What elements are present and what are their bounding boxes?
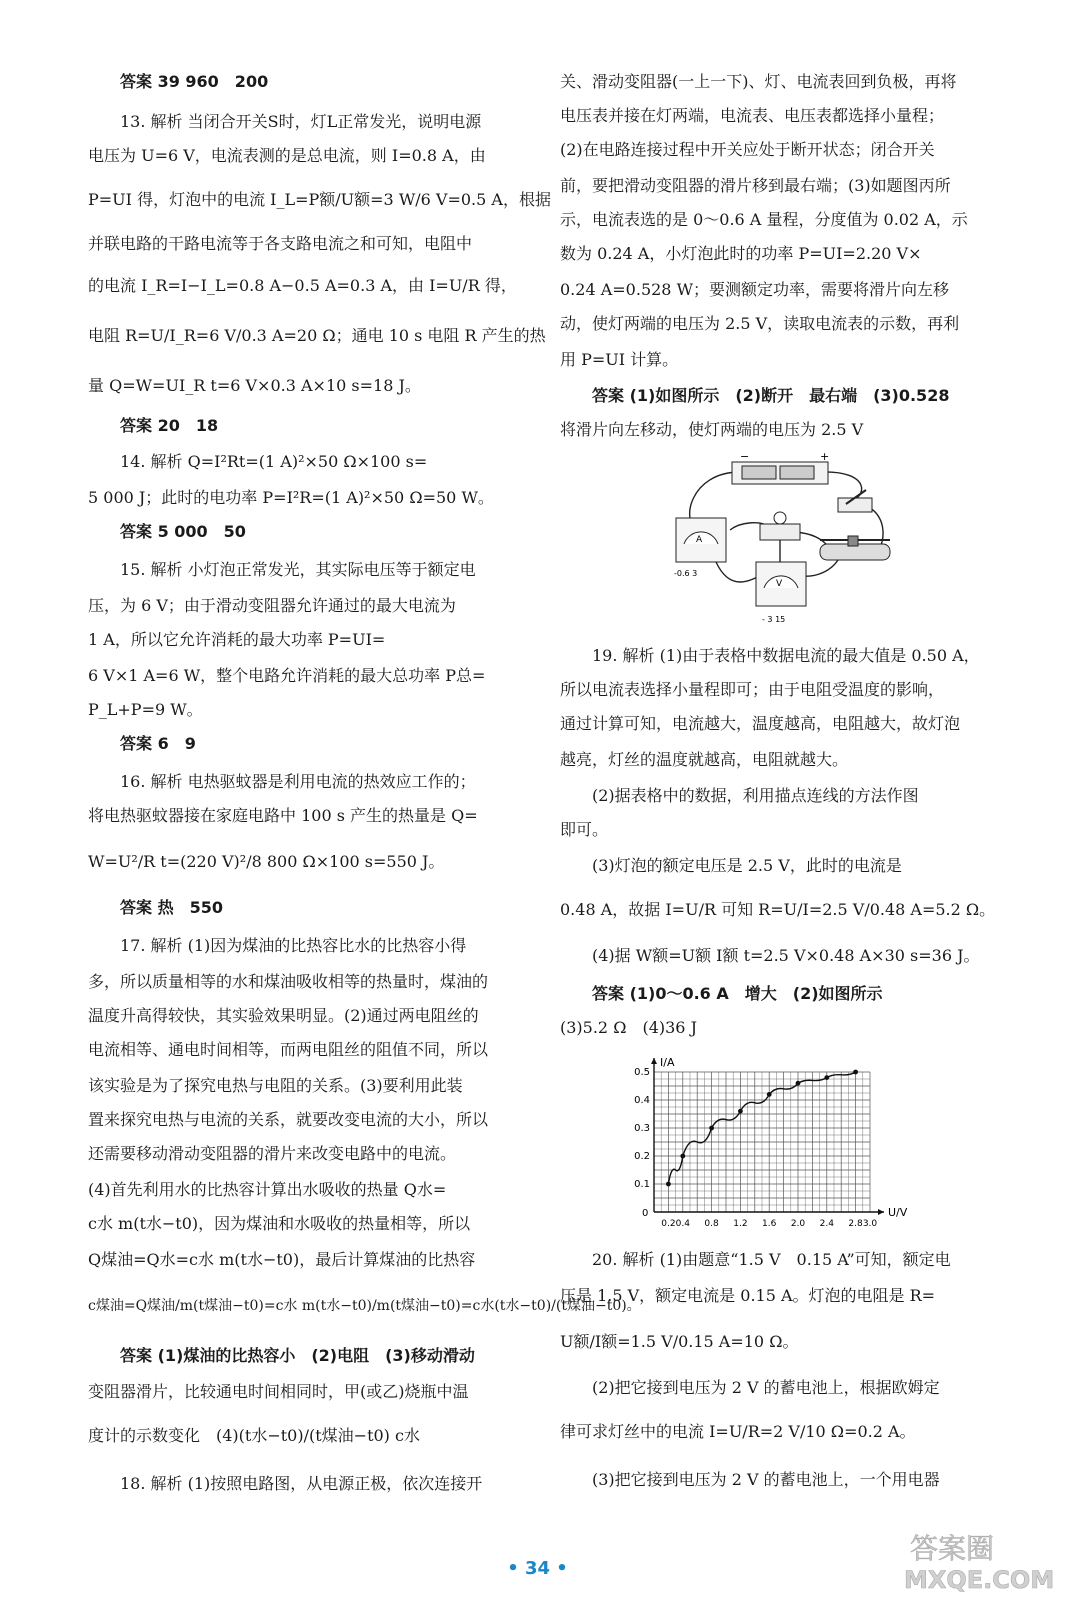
analysis-17-line: Q煤油=Q水=c水 m(t水−t0)，最后计算煤油的比热容 — [88, 1250, 476, 1269]
analysis-18-line: 动，使灯两端的电压为 2.5 V，读取电流表的示数，再利 — [560, 314, 960, 333]
analysis-20-line: 压是 1.5 V，额定电流是 0.15 A。灯泡的电阻是 R= — [560, 1286, 936, 1305]
analysis-13-line: 电阻 R=U/I_R=6 V/0.3 A=20 Ω；通电 10 s 电阻 R 产生的热 — [88, 326, 546, 345]
analysis-18-line: 关、滑动变阻器(一上一下)、灯、电流表回到负极，再将 — [560, 72, 957, 91]
x-tick-label: 3.0 — [862, 1219, 878, 1229]
analysis-17-line: 17. 解析 (1)因为煤油的比热容比水的比热容小得 — [120, 936, 467, 955]
analysis-17-line: 温度升高得较快，其实验效果明显。(2)通过两电阻丝的 — [88, 1006, 479, 1025]
analysis-17-line: c水 m(t水−t0)，因为煤油和水吸收的热量相等，所以 — [88, 1214, 471, 1233]
analysis-18-line: 0.24 A=0.528 W；要测额定功率，需要将滑片向左移 — [560, 280, 950, 299]
y-tick-label: 0.4 — [634, 1095, 650, 1106]
analysis-18-line: 18. 解析 (1)按照电路图，从电源正极，依次连接开 — [120, 1474, 483, 1493]
x-tick-label: 0.4 — [675, 1219, 690, 1229]
analysis-19-line: (3)灯泡的额定电压是 2.5 V，此时的电流是 — [592, 856, 902, 875]
x-tick-label: 2.8 — [848, 1219, 863, 1229]
analysis-18-line: 前，要把滑动变阻器的滑片移到最右端；(3)如题图丙所 — [560, 176, 951, 195]
analysis-17-line: 电流相等、通电时间相等，而两电阻丝的阻值不同，所以 — [88, 1040, 489, 1059]
battery-minus-label: − — [740, 450, 750, 463]
ammeter-letter: A — [696, 535, 703, 545]
analysis-14-line: 14. 解析 Q=I²Rt=(1 A)²×50 Ω×100 s= — [120, 452, 428, 471]
analysis-13-line: 的电流 I_R=I−I_L=0.8 A−0.5 A=0.3 A，由 I=U/R 得， — [88, 276, 517, 295]
voltmeter-range-label: - 3 15 — [762, 615, 786, 624]
analysis-19-line: 0.48 A，故据 I=U/R 可知 R=U/I=2.5 V/0.48 A=5.2 Ω。 — [560, 900, 996, 919]
y-tick-label: 0.5 — [634, 1067, 650, 1078]
analysis-15-line: 1 A，所以它允许消耗的最大功率 P=UI= — [88, 630, 386, 649]
data-point — [709, 1126, 714, 1131]
analysis-13-line: 量 Q=W=UI_R t=6 V×0.3 A×10 s=18 J。 — [88, 376, 421, 395]
analysis-17-line: (4)首先利用水的比热容计算出水吸收的热量 Q水= — [88, 1180, 447, 1199]
page-number: • 34 • — [507, 1558, 568, 1579]
analysis-13-line: 并联电路的干路电流等于各支路电流之和可知，电阻中 — [88, 234, 473, 253]
data-point — [666, 1182, 671, 1187]
analysis-16-line: 将电热驱蚊器接在家庭电路中 100 s 产生的热量是 Q= — [88, 806, 478, 825]
answer-16: 答案 热 550 — [120, 898, 223, 917]
analysis-15-line: 15. 解析 小灯泡正常发光，其实际电压等于额定电 — [120, 560, 476, 579]
data-point — [796, 1081, 801, 1086]
analysis-18-line: 示，电流表选的是 0～0.6 A 量程，分度值为 0.02 A，示 — [560, 210, 968, 229]
watermark-line2: MXQE.COM — [904, 1566, 1055, 1594]
analysis-19-line: 越亮，灯丝的温度就越高，电阻就越大。 — [560, 750, 849, 769]
iu-graph — [620, 1048, 910, 1238]
analysis-13-line: 13. 解析 当闭合开关S时，灯L正常发光，说明电源 — [120, 112, 482, 131]
answer-14: 答案 5 000 50 — [120, 522, 246, 541]
x-tick-label: 0.2 — [661, 1219, 676, 1229]
answer-17-line: 答案 (1)煤油的比热容小 (2)电阻 (3)移动滑动 — [120, 1346, 475, 1365]
analysis-15-line: P_L+P=9 W。 — [88, 700, 203, 719]
x-tick-label: 2.0 — [790, 1219, 806, 1229]
data-point — [738, 1109, 743, 1114]
analysis-19-line: 通过计算可知，电流越大，温度越高，电阻越大，故灯泡 — [560, 714, 961, 733]
answer-15: 答案 6 9 — [120, 734, 196, 753]
y-tick-label: 0.2 — [634, 1151, 650, 1162]
origin-label: 0 — [642, 1208, 649, 1219]
analysis-13-line: P=UI 得，灯泡中的电流 I_L=P额/U额=3 W/6 V=0.5 A，根据 — [88, 190, 551, 209]
analysis-18-line: 数为 0.24 A，小灯泡此时的功率 P=UI=2.20 V× — [560, 244, 922, 263]
answer-19-line: (3)5.2 Ω (4)36 J — [560, 1018, 697, 1037]
data-point — [680, 1154, 685, 1159]
battery-plus-label: + — [820, 450, 830, 463]
answer-17-line: 度计的示数变化 (4)(t水−t0)/(t煤油−t0) c水 — [88, 1426, 420, 1445]
graph-ticks — [634, 1056, 908, 1229]
analysis-17-line: 多，所以质量相等的水和煤油吸收相等的热量时，煤油的 — [88, 972, 489, 991]
analysis-15-line: 压，为 6 V；由于滑动变阻器允许通过的最大电流为 — [88, 596, 456, 615]
answer-19-line: 答案 (1)0～0.6 A 增大 (2)如图所示 — [592, 984, 883, 1003]
data-point — [767, 1092, 772, 1097]
analysis-20-line: (2)把它接到电压为 2 V 的蓄电池上，根据欧姆定 — [592, 1378, 940, 1397]
x-tick-label: 1.6 — [762, 1219, 777, 1229]
analysis-19-line: (2)据表格中的数据，利用描点连线的方法作图 — [592, 786, 919, 805]
analysis-18-line: 电压表并接在灯两端，电流表、电压表都选择小量程； — [560, 106, 945, 125]
battery-cell-icon — [780, 466, 814, 479]
analysis-19-line: (4)据 W额=U额 I额 t=2.5 V×0.48 A×30 s=36 J。 — [592, 946, 980, 965]
analysis-20-line: 律可求灯丝中的电流 I=U/R=2 V/10 Ω=0.2 A。 — [560, 1422, 916, 1441]
analysis-20-line: (3)把它接到电压为 2 V 的蓄电池上，一个用电器 — [592, 1470, 940, 1489]
answer-17-line: 变阻器滑片，比较通电时间相同时，甲(或乙)烧瓶中温 — [88, 1382, 469, 1401]
analysis-19-line: 即可。 — [560, 820, 609, 839]
analysis-17-line: c煤油=Q煤油/m(t煤油−t0)=c水 m(t水−t0)/m(t煤油−t0)=c水(t水−t0)/(t煤油−t0)。 — [88, 1298, 641, 1314]
data-point — [853, 1070, 858, 1075]
graph-grid — [654, 1072, 870, 1212]
x-tick-label: 2.4 — [819, 1219, 834, 1229]
x-tick-label: 0.8 — [704, 1219, 719, 1229]
voltmeter-letter: V — [776, 579, 783, 589]
x-tick-label: 1.2 — [733, 1219, 748, 1229]
switch-icon — [838, 498, 872, 512]
analysis-16-line: 16. 解析 电热驱蚊器是利用电流的热效应工作的； — [120, 772, 476, 791]
lamp-bulb-icon — [774, 512, 786, 524]
battery-cell-icon — [742, 466, 776, 479]
data-point — [824, 1075, 829, 1080]
ammeter-range-label: -0.6 3 — [674, 569, 698, 578]
answer-18-line: 答案 (1)如图所示 (2)断开 最右端 (3)0.528 — [592, 386, 950, 405]
analysis-18-line: 用 P=UI 计算。 — [560, 350, 679, 369]
analysis-13-line: 电压为 U=6 V，电流表测的是总电流，则 I=0.8 A，由 — [88, 146, 486, 165]
x-axis-arrow-icon — [878, 1209, 884, 1215]
x-axis-label: U/V — [888, 1206, 908, 1219]
rheostat-slider-icon — [848, 536, 858, 546]
analysis-15-line: 6 V×1 A=6 W，整个电路允许消耗的最大总功率 P总= — [88, 666, 486, 685]
graph-axes — [651, 1058, 884, 1215]
answer-12: 答案 39 960 200 — [120, 72, 269, 91]
lamp-base-icon — [760, 524, 800, 540]
analysis-20-line: U额/I额=1.5 V/0.15 A=10 Ω。 — [560, 1332, 799, 1351]
analysis-20-line: 20. 解析 (1)由题意“1.5 V 0.15 A”可知，额定电 — [592, 1250, 951, 1269]
y-tick-label: 0.1 — [634, 1179, 650, 1190]
analysis-16-line: W=U²/R t=(220 V)²/8 800 Ω×100 s=550 J。 — [88, 852, 445, 871]
analysis-18-line: (2)在电路连接过程中开关应处于断开状态；闭合开关 — [560, 140, 935, 159]
analysis-17-line: 该实验是为了探究电热与电阻的关系。(3)要利用此装 — [88, 1076, 463, 1095]
answer-13: 答案 20 18 — [120, 416, 219, 435]
analysis-14-line: 5 000 J；此时的电功率 P=I²R=(1 A)²×50 Ω=50 W。 — [88, 488, 494, 507]
analysis-17-line: 置来探究电热与电流的关系，就要改变电流的大小，所以 — [88, 1110, 489, 1129]
watermark-line1: 答案圈 — [910, 1532, 995, 1565]
y-tick-label: 0.3 — [634, 1123, 650, 1134]
circuit-diagram — [670, 452, 900, 632]
y-axis-arrow-icon — [651, 1058, 657, 1064]
answer-18-line: 将滑片向左移动，使灯两端的电压为 2.5 V — [560, 420, 864, 439]
y-axis-label: I/A — [660, 1056, 675, 1069]
analysis-17-line: 还需要移动滑动变阻器的滑片来改变电路中的电流。 — [88, 1144, 457, 1163]
watermark-logo — [900, 1528, 1070, 1594]
analysis-19-line: 19. 解析 (1)由于表格中数据电流的最大值是 0.50 A， — [592, 646, 980, 665]
analysis-19-line: 所以电流表选择小量程即可；由于电阻受温度的影响， — [560, 680, 945, 699]
